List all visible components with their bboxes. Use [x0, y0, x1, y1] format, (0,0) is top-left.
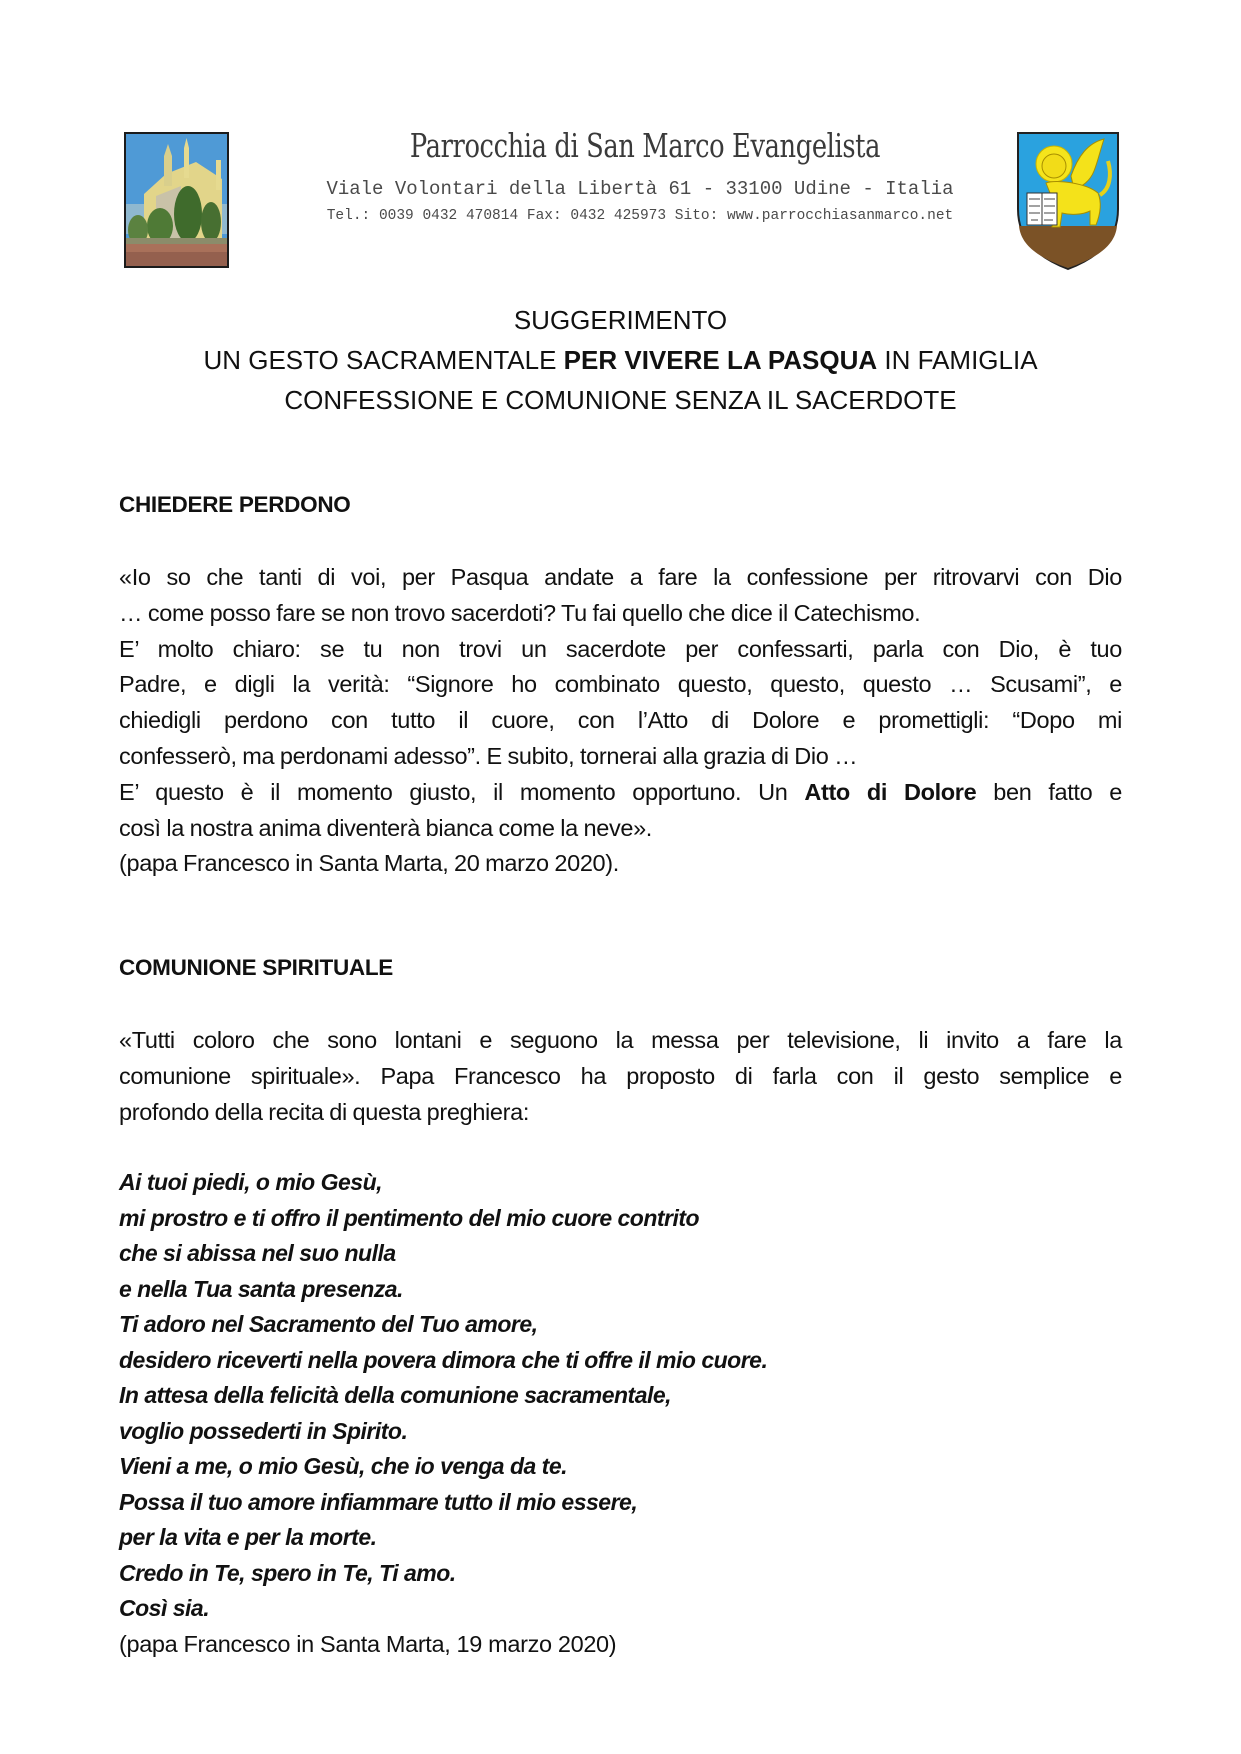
church-painting-icon	[126, 134, 227, 266]
paragraph-line: «Io so che tanti di voi, per Pasqua andate a fare la confessione per ritrovarvi con Dio	[119, 564, 1122, 590]
prayer-line: Ti adoro nel Sacramento del Tuo amore,	[119, 1311, 538, 1337]
prayer-line: Così sia.	[119, 1595, 210, 1621]
citation-2: (papa Francesco in Santa Marta, 19 marzo 2020)	[119, 1631, 617, 1657]
paragraph-line: E’ molto chiaro: se tu non trovi un sacerdote per confessarti, parla con Dio, è tuo	[119, 635, 1122, 662]
paragraph-line: comunione spirituale». Papa Francesco ha proposto di farla con il gesto semplice e	[119, 1062, 1122, 1089]
coat-of-arms-image	[1016, 131, 1120, 271]
document-subtitle: CONFESSIONE E COMUNIONE SENZA IL SACERDOTE	[284, 385, 957, 415]
prayer-text	[119, 1165, 1122, 1627]
prayer-line: Credo in Te, spero in Te, Ti amo.	[119, 1559, 456, 1586]
paragraph-line	[119, 775, 1122, 811]
paragraph-line: … come posso fare se non trovo sacerdoti? Tu fai quello che dice il Catechismo.	[119, 599, 921, 626]
text-run: E’ questo è il momento giusto, il momento opportuno. Un	[119, 778, 805, 805]
parish-contacts: Tel.: 0039 0432 470814 Fax: 0432 425973 Sito: www.parrocchiasanmarco.net	[326, 208, 954, 224]
winged-lion-icon	[1016, 131, 1120, 271]
prayer-line: che si abissa nel suo nulla	[119, 1240, 396, 1266]
prayer-line: e nella Tua santa presenza.	[119, 1275, 403, 1302]
prayer-line: voglio possederti in Spirito.	[119, 1417, 408, 1444]
title-text: UN GESTO SACRAMENTALE	[203, 345, 564, 375]
prayer-line: per la vita e per la morte.	[119, 1524, 377, 1550]
text-run: ben fatto e	[976, 778, 1122, 805]
title-emphasis: PER VIVERE LA PASQUA	[563, 345, 878, 375]
prayer-line: Ai tuoi piedi, o mio Gesù,	[119, 1169, 383, 1195]
paragraph-line: profondo della recita di questa preghiera:	[119, 1098, 530, 1125]
prayer-line: mi prostro e ti offro il pentimento del mio cuore contrito	[119, 1204, 700, 1231]
paragraph-line: confesserò, ma perdonami adesso”. E subito, tornerai alla grazia di Dio …	[119, 742, 858, 769]
parish-address: Viale Volontari della Libertà 61 - 33100 Udine - Italia	[326, 178, 954, 200]
document-title-main	[0, 340, 1241, 380]
paragraph-line: così la nostra anima diventerà bianca come la neve».	[119, 814, 652, 841]
prayer-line: In attesa della felicità della comunione sacramentale,	[119, 1382, 672, 1408]
section-1-paragraph	[119, 560, 1122, 882]
prayer-line: desidero riceverti nella povera dimora che ti offre il mio cuore.	[119, 1346, 768, 1373]
emphasis-atto-di-dolore: Atto di Dolore	[804, 778, 977, 805]
prayer-line: Vieni a me, o mio Gesù, che io venga da te.	[119, 1453, 568, 1479]
paragraph-line: chiedigli perdono con tutto il cuore, con l’Atto di Dolore e promettigli: “Dopo mi	[119, 707, 1122, 734]
citation-1: (papa Francesco in Santa Marta, 20 marzo 2020).	[119, 850, 619, 877]
prayer-line: Possa il tuo amore infiammare tutto il mio essere,	[119, 1488, 638, 1515]
parish-name: Parrocchia di San Marco Evangelista	[409, 126, 881, 165]
paragraph-line: «Tutti coloro che sono lontani e seguono la messa per televisione, li invito a fare la	[119, 1027, 1122, 1053]
church-painting-image	[124, 132, 229, 268]
paragraph-line: Padre, e digli la verità: “Signore ho combinato questo, questo, questo … Scusami”, e	[119, 671, 1122, 698]
section-heading-comunione-spirituale: COMUNIONE SPIRITUALE	[119, 955, 394, 980]
section-2-paragraph	[119, 1023, 1122, 1130]
document-title-suggestion: SUGGERIMENTO	[513, 305, 728, 335]
title-text: IN FAMIGLIA	[877, 345, 1038, 375]
section-heading-chiedere-perdono: CHIEDERE PERDONO	[119, 492, 351, 517]
